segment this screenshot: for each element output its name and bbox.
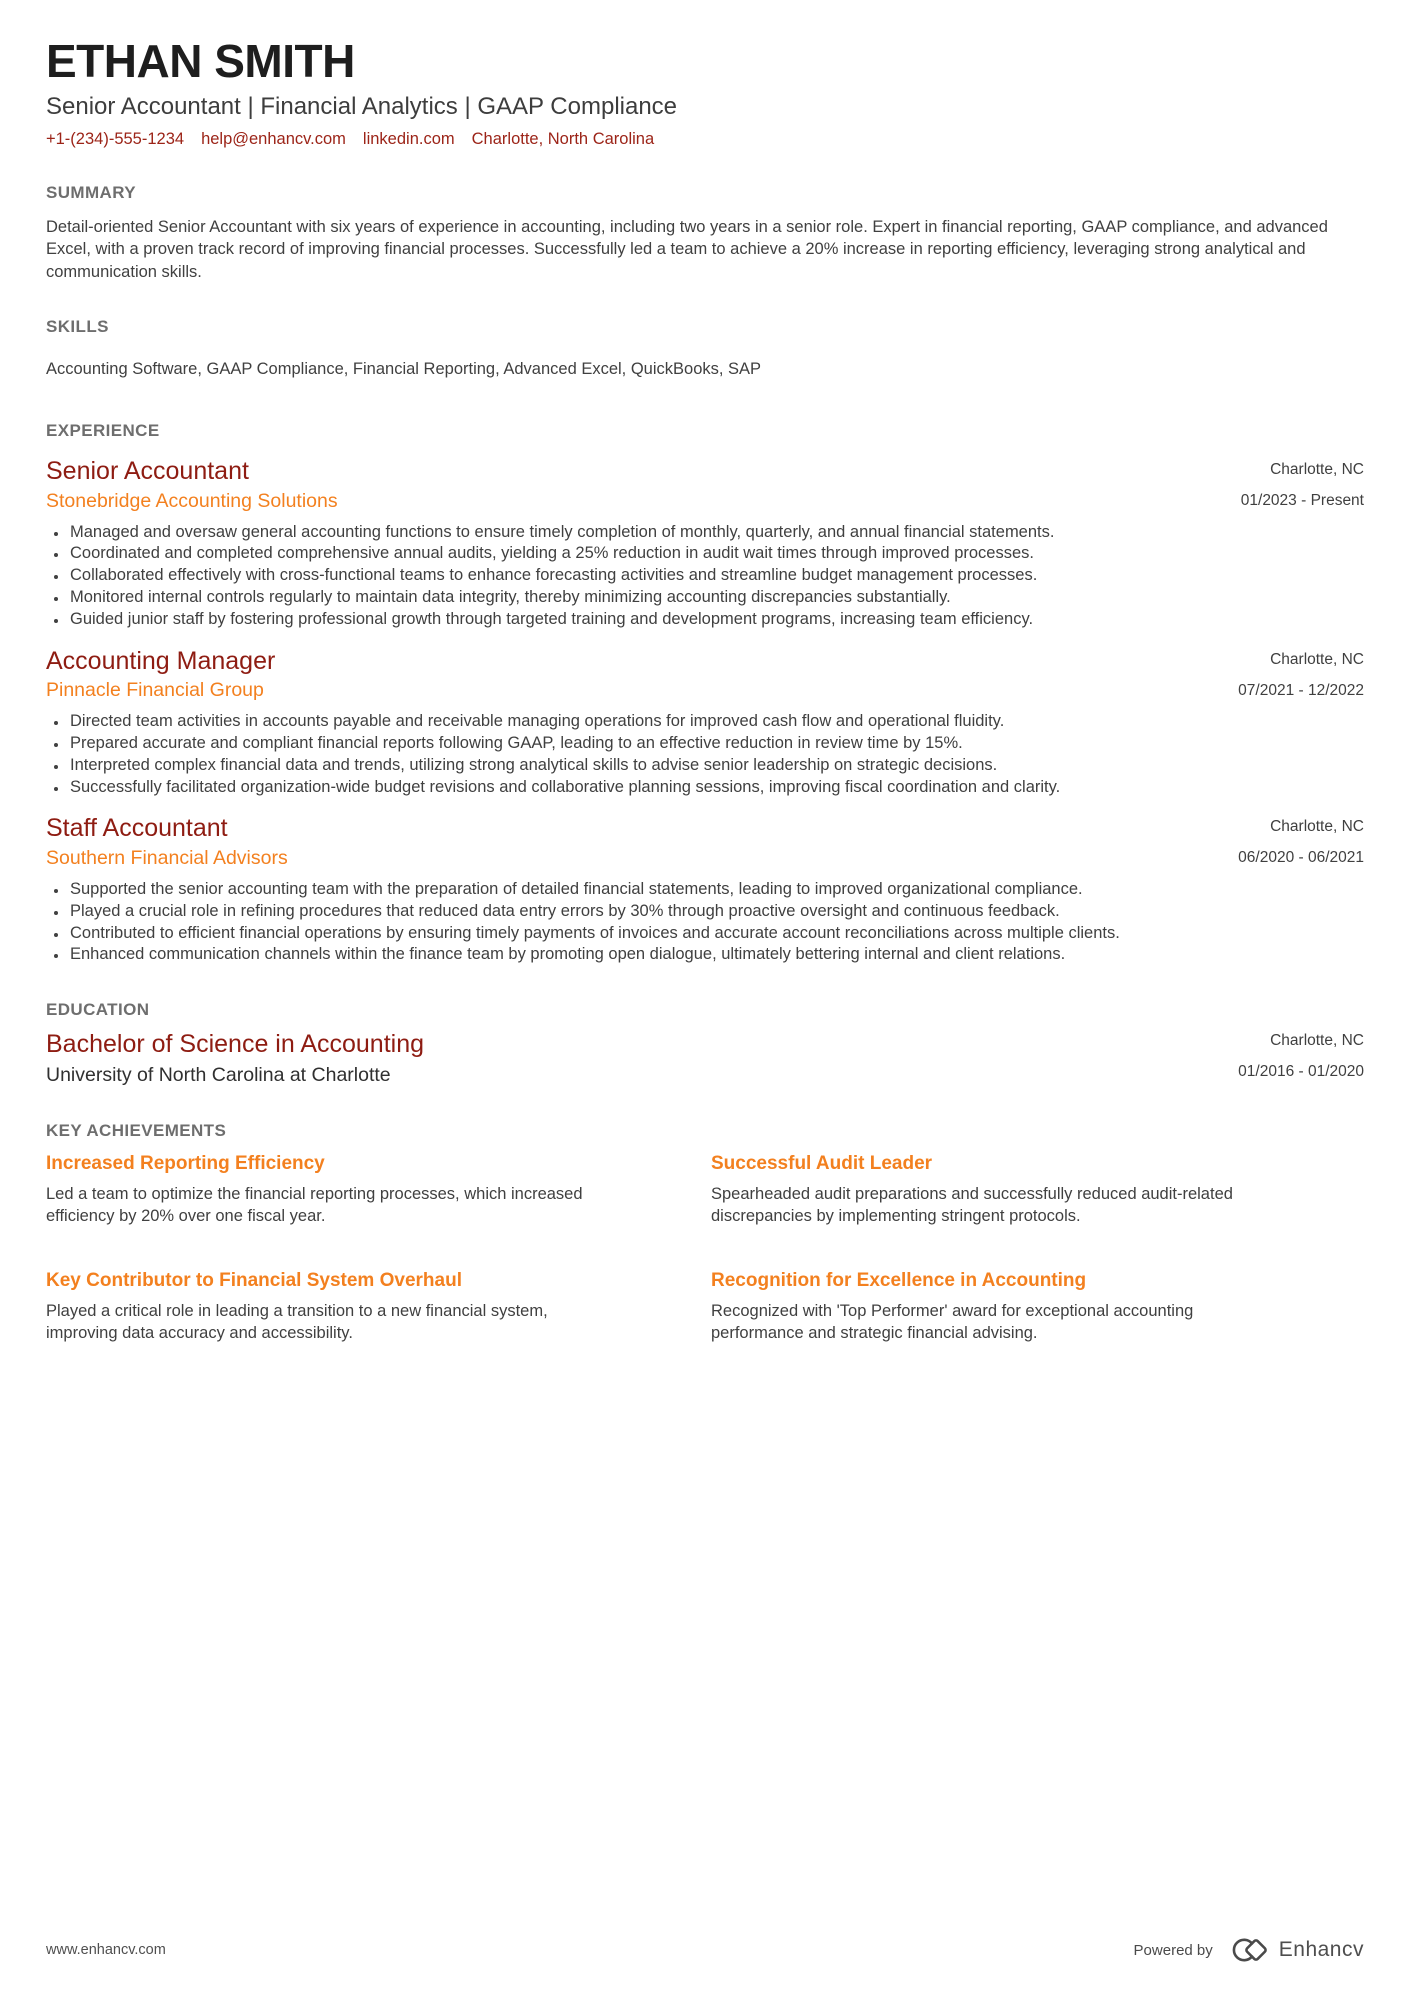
job-title: Staff Accountant <box>46 814 228 843</box>
skills-section <box>46 317 1364 381</box>
skills-heading: SKILLS <box>46 317 109 337</box>
experience-entry <box>46 457 1364 631</box>
contact-linkedin[interactable]: linkedin.com <box>362 129 455 148</box>
job-location: Charlotte, NC <box>1270 650 1364 668</box>
summary-text: Detail-oriented Senior Accountant with six years of experience in accounting, including two years in a senior role. Expert in financial reporting, GAAP compliance, and advanced Excel, with a proven track record of improving financial processes. Successfully led a team to achieve a 20% increase in reporting efficiency, leveraging strong analytical and communication skills. <box>46 217 1328 281</box>
experience-heading: EXPERIENCE <box>46 420 160 440</box>
education-heading: EDUCATION <box>46 1000 150 1020</box>
job-company: Southern Financial Advisors <box>46 847 288 870</box>
bullet-item: • Directed team activities in accounts payable and receivable managing operations for improved cash flow and operational fluidity. <box>68 711 1364 733</box>
bullet-item: • Interpreted complex financial data and trends, utilizing strong analytical skills to advise senior leadership on strategic decisions. <box>68 755 1364 777</box>
job-bullets <box>46 522 1364 631</box>
page-footer <box>46 1915 1364 1965</box>
contact-email[interactable]: help@enhancv.com <box>201 129 346 148</box>
job-bullets <box>46 879 1364 966</box>
job-dates: 07/2021 - 12/2022 <box>1238 681 1364 699</box>
bullet-item: • Managed and oversaw general accounting functions to ensure timely completion of monthly, quarterly, and annual financial statements. <box>68 522 1364 544</box>
achievements-column-right <box>711 1153 1261 1386</box>
education-section <box>46 1000 1364 1087</box>
achievements-heading: KEY ACHIEVEMENTS <box>46 1121 227 1141</box>
summary-heading: SUMMARY <box>46 182 136 202</box>
bullet-item: • Supported the senior accounting team with the preparation of detailed financial statements, leading to improved organizational compliance. <box>68 879 1364 901</box>
achievement-title: Successful Audit Leader <box>711 1153 933 1175</box>
bullet-item: • Enhanced communication channels within the finance team by promoting open dialogue, ultimately bettering internal and client relations. <box>68 944 1364 966</box>
achievement-title: Recognition for Excellence in Accounting <box>711 1269 1087 1291</box>
candidate-headline: Senior Accountant | Financial Analytics | GAAP Compliance <box>46 92 678 120</box>
experience-entry-header <box>46 814 1364 870</box>
experience-entry <box>46 647 1364 799</box>
job-location: Charlotte, NC <box>1270 818 1364 836</box>
achievement-item <box>711 1270 1261 1345</box>
achievements-section <box>46 1121 1364 1386</box>
achievement-title: Increased Reporting Efficiency <box>46 1153 325 1175</box>
achievement-item <box>46 1153 596 1228</box>
bullet-item: • Prepared accurate and compliant financial reports following GAAP, leading to an effective reduction in review time by 15%. <box>68 733 1364 755</box>
job-dates: 06/2020 - 06/2021 <box>1238 849 1364 867</box>
achievements-grid <box>46 1153 1261 1386</box>
achievement-text: Led a team to optimize the financial reporting processes, which increased efficiency by 20% over one fiscal year. <box>46 1185 583 1226</box>
experience-section <box>46 421 1364 966</box>
enhancv-website-link[interactable]: www.enhancv.com <box>46 1942 166 1958</box>
enhancv-brand-link[interactable] <box>1225 1935 1364 1965</box>
enhancv-brand-name: Enhancv <box>1278 1938 1364 1961</box>
job-dates: 01/2023 - Present <box>1240 491 1364 509</box>
job-title: Accounting Manager <box>46 646 276 675</box>
school-name: University of North Carolina at Charlotte <box>46 1064 391 1087</box>
contact-phone[interactable]: +1-(234)-555-1234 <box>46 129 185 148</box>
achievement-text: Played a critical role in leading a transition to a new financial system, improving data accuracy and accessibility. <box>46 1301 548 1342</box>
contact-row <box>46 130 1364 149</box>
education-location: Charlotte, NC <box>1270 1032 1364 1050</box>
contact-location: Charlotte, North Carolina <box>471 129 655 148</box>
bullet-item: • Successfully facilitated organization-wide budget revisions and collaborative planning sessions, improving fiscal coordination and clarity. <box>68 777 1364 799</box>
job-bullets <box>46 711 1364 798</box>
candidate-name: ETHAN SMITH <box>46 35 355 87</box>
job-company: Pinnacle Financial Group <box>46 679 264 702</box>
experience-entry <box>46 814 1364 966</box>
bullet-item: • Coordinated and completed comprehensive annual audits, yielding a 25% reduction in audit wait times through improved processes. <box>68 543 1364 565</box>
bullet-item: • Guided junior staff by fostering professional growth through targeted training and development programs, increasing team efficiency. <box>68 609 1364 631</box>
skills-list: Accounting Software, GAAP Compliance, Financial Reporting, Advanced Excel, QuickBooks, SAP <box>46 360 762 379</box>
bullet-item: • Played a crucial role in refining procedures that reduced data entry errors by 30% through proactive oversight and continuous feedback. <box>68 901 1364 923</box>
job-title: Senior Accountant <box>46 456 249 485</box>
bullet-item: • Collaborated effectively with cross-functional teams to enhance forecasting activities and streamline budget management processes. <box>68 565 1364 587</box>
job-company: Stonebridge Accounting Solutions <box>46 489 338 512</box>
education-entry <box>46 1020 1364 1087</box>
achievements-column-left <box>46 1153 596 1386</box>
job-location: Charlotte, NC <box>1270 460 1364 478</box>
achievement-item <box>711 1153 1261 1228</box>
experience-entry-header <box>46 647 1364 703</box>
summary-section <box>46 183 1364 284</box>
education-dates: 01/2016 - 01/2020 <box>1238 1063 1364 1081</box>
bullet-item: • Monitored internal controls regularly to maintain data integrity, thereby minimizing accounting discrepancies substantially. <box>68 587 1364 609</box>
achievement-item <box>46 1270 596 1345</box>
bullet-item: • Contributed to efficient financial operations by ensuring timely payments of invoices and accurate account reconciliations across multiple clients. <box>68 923 1364 945</box>
achievement-title: Key Contributor to Financial System Overhaul <box>46 1269 462 1291</box>
resume-header <box>46 36 1364 149</box>
experience-entry-header <box>46 457 1364 513</box>
powered-by-label: Powered by <box>1133 1941 1213 1959</box>
achievement-text: Recognized with 'Top Performer' award for exceptional accounting performance and strategic financial advising. <box>711 1301 1194 1342</box>
enhancv-logo-icon <box>1225 1935 1271 1965</box>
degree-title: Bachelor of Science in Accounting <box>46 1030 425 1059</box>
powered-by-block <box>1134 1935 1364 1965</box>
achievement-text: Spearheaded audit preparations and successfully reduced audit-related discrepancies by implementing stringent protocols. <box>711 1185 1233 1226</box>
